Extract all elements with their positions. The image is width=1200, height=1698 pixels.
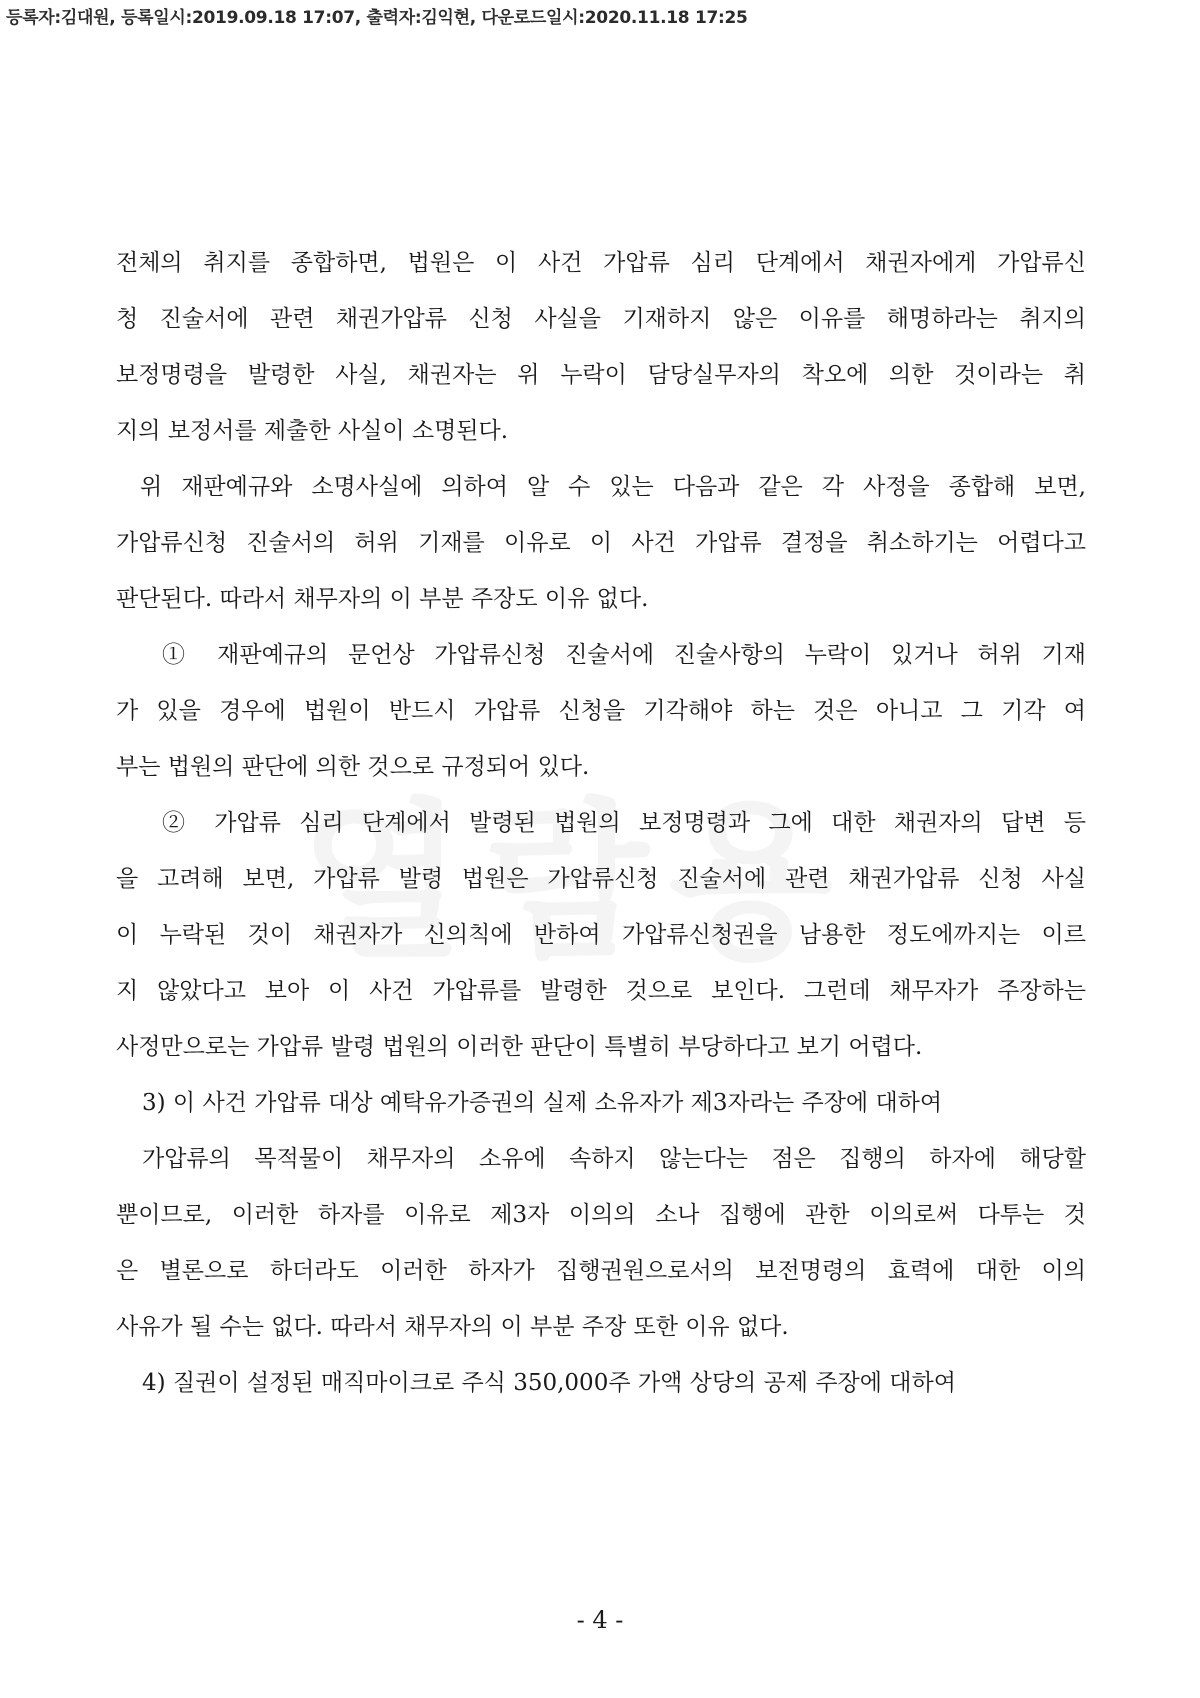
body-line: ② 가압류 심리 단계에서 발령된 법원의 보정명령과 그에 대한 채권자의 답변 등 xyxy=(162,810,1086,836)
body-line: 뿐이므로, 이러한 하자를 이유로 제3자 이의의 소나 집행에 관한 이의로써 다투는 것 xyxy=(116,1202,1086,1228)
section-heading: 4) 질권이 설정된 매직마이크로 주식 350,000주 가액 상당의 공제 주장에 대하여 xyxy=(142,1370,956,1396)
download-stamp-header: 등록자:김대원, 등록일시:2019.09.18 17:07, 출력자:김익현, 다운로드일시:2020.11.18 17:25 xyxy=(6,8,748,28)
body-line: 가압류의 목적물이 채무자의 소유에 속하지 않는다는 점은 집행의 하자에 해당할 xyxy=(142,1146,1086,1172)
body-line: 사정만으로는 가압류 발령 법원의 이러한 판단이 특별히 부당하다고 보기 어렵다. xyxy=(116,1034,923,1060)
body-line: 판단된다. 따라서 채무자의 이 부분 주장도 이유 없다. xyxy=(116,586,649,612)
body-line: 청 진술서에 관련 채권가압류 신청 사실을 기재하지 않은 이유를 해명하라는 취지의 xyxy=(116,306,1086,332)
body-line: 위 재판예규와 소명사실에 의하여 알 수 있는 다음과 같은 각 사정을 종합해 보면, xyxy=(140,474,1086,500)
body-line: 지 않았다고 보아 이 사건 가압류를 발령한 것으로 보인다. 그런데 채무자가 주장하는 xyxy=(116,978,1086,1004)
body-line: 가압류신청 진술서의 허위 기재를 이유로 이 사건 가압류 결정을 취소하기는 어렵다고 xyxy=(116,530,1086,556)
page-number: - 4 - xyxy=(576,1606,624,1634)
body-line: 부는 법원의 판단에 의한 것으로 규정되어 있다. xyxy=(116,754,590,780)
body-line: 지의 보정서를 제출한 사실이 소명된다. xyxy=(116,418,509,444)
body-line: 은 별론으로 하더라도 이러한 하자가 집행권원으로서의 보전명령의 효력에 대한 이의 xyxy=(116,1258,1086,1284)
body-line: 전체의 취지를 종합하면, 법원은 이 사건 가압류 심리 단계에서 채권자에게 가압류신 xyxy=(116,250,1086,276)
body-line: 사유가 될 수는 없다. 따라서 채무자의 이 부분 주장 또한 이유 없다. xyxy=(116,1314,789,1340)
body-line: 가 있을 경우에 법원이 반드시 가압류 신청을 기각해야 하는 것은 아니고 그 기각 여 xyxy=(116,698,1086,724)
body-line: 을 고려해 보면, 가압류 발령 법원은 가압류신청 진술서에 관련 채권가압류 신청 사실 xyxy=(116,866,1086,892)
body-line: 이 누락된 것이 채권자가 신의칙에 반하여 가압류신청권을 남용한 정도에까지는 이르 xyxy=(116,922,1086,948)
section-heading: 3) 이 사건 가압류 대상 예탁유가증권의 실제 소유자가 제3자라는 주장에 대하여 xyxy=(142,1090,943,1116)
body-line: 보정명령을 발령한 사실, 채권자는 위 누락이 담당실무자의 착오에 의한 것이라는 취 xyxy=(116,362,1086,388)
body-line: ① 재판예규의 문언상 가압류신청 진술서에 진술사항의 누락이 있거나 허위 기재 xyxy=(162,642,1086,668)
